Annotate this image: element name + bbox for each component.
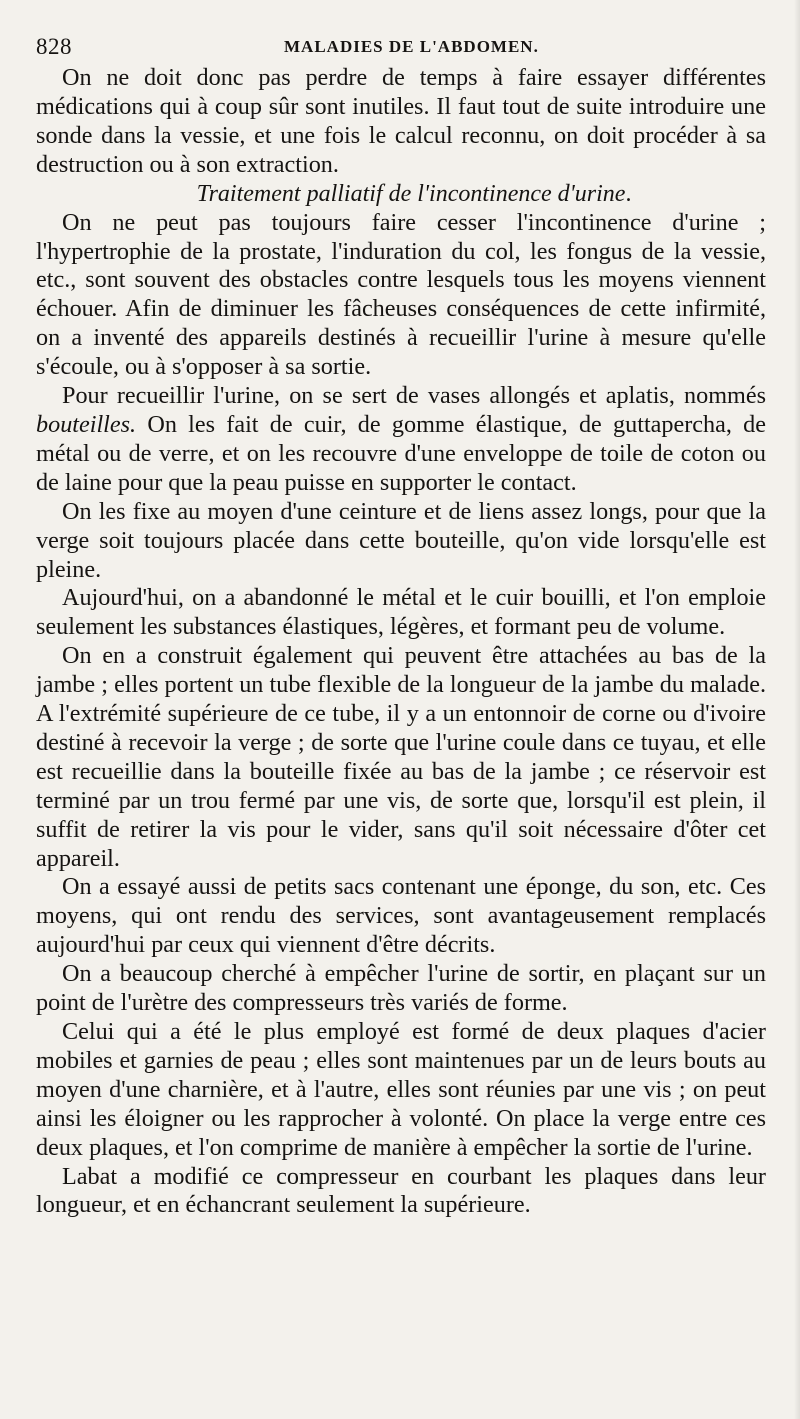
section-heading [36, 180, 766, 209]
paragraph-bouteilles-start: Pour recueillir l'urine, on se sert de vases allongés et aplatis, nommés [62, 382, 766, 410]
running-head [36, 30, 766, 64]
paragraph-calcul: On ne doit donc pas perdre de temps à faire essayer différentes médications qui à coup sûr sont inutiles. Il faut tout de suite introduire une sonde dans la vessie, et une fois le calcul reconnu, on doit procéder à sa destruction ou à son extraction. [36, 64, 766, 178]
paragraph-labat: Labat a modifié ce compresseur en courbant les plaques dans leur longueur, et en échancrant seulement la supérieure. [36, 1162, 766, 1219]
page-edge-shadow [794, 0, 800, 1419]
term-bouteilles: bouteilles. [36, 410, 137, 438]
page-number: 828 [36, 34, 72, 59]
paragraph-materiaux: Aujourd'hui, on a abandonné le métal et le cuir bouilli, et l'on emploie seulement les substances élastiques, légères, et formant peu de volume. [36, 584, 766, 641]
paragraph-ceinture: On les fixe au moyen d'une ceinture et de liens assez longs, pour que la verge soit toujours placée dans cette bouteille, qu'on vide lorsqu'elle est pleine. [36, 497, 766, 583]
paragraph-compresseurs: On a beaucoup cherché à empêcher l'urine de sortir, en plaçant sur un point de l'urètre des compresseurs très variés de forme. [36, 960, 766, 1017]
paragraph-bouteilles [36, 382, 766, 498]
paragraph-incontinence: On ne peut pas toujours faire cesser l'incontinence d'urine ; l'hypertrophie de la prostate, l'induration du col, les fongus de la vessie, etc., sont souvent des obstacles contre lesquels tous les moyens viennent échouer. Afin de diminuer les fâcheuses conséquences de cette infirmité, on a inventé des appareils destinés à recueillir l'urine à mesure qu'elle s'écoule, ou à s'opposer à sa sortie. [36, 208, 766, 381]
running-title: MALADIES DE L'ABDOMEN. [284, 37, 539, 56]
paragraph-plaques: Celui qui a été le plus employé est formé de deux plaques d'acier mobiles et garnies de peau ; elles sont maintenues par un de leurs bouts au moyen d'une charnière, et à l'autre, elles sont réunies par une vis ; on peut ainsi les éloigner ou les rapprocher à volonté. On place la verge entre ces deux plaques, et l'on comprime de manière à empêcher la sortie de l'urine. [36, 1018, 766, 1161]
paragraph-jambe: On en a construit également qui peuvent être attachées au bas de la jambe ; elles portent un tube flexible de la longueur de la jambe du malade. A l'extrémité supérieure de ce tube, il y a un entonnoir de corne ou d'ivoire destiné à recevoir la verge ; de sorte que l'urine coule dans ce tuyau, et elle est recueillie dans la bouteille fixée au bas de la jambe ; ce réservoir est terminé par un trou fermé par une vis, de sorte que, lorsqu'il est plein, il suffit de retirer la vis pour le vider, sans qu'il soit nécessaire d'ôter cet appareil. [36, 642, 766, 872]
heading-part1: Traitement palliatif de l' [196, 180, 430, 207]
paragraph-bouteilles-end: On les fait de cuir, de gomme élastique, de guttapercha, de métal ou de verre, et on les recouvre d'une enveloppe de toile de coton ou de laine pour que la peau puisse en supporter le contact. [36, 410, 766, 496]
paragraph-sacs: On a essayé aussi de petits sacs contenant une éponge, du son, etc. Ces moyens, qui ont rendu des services, sont avantageusement remplacés aujourd'hui par ceux qui viennent d'être décrits. [36, 873, 766, 959]
heading-part2: incontinence d'urine [429, 180, 626, 207]
book-page [36, 30, 766, 1400]
body-text [36, 64, 766, 1220]
heading-end: . [625, 180, 632, 207]
